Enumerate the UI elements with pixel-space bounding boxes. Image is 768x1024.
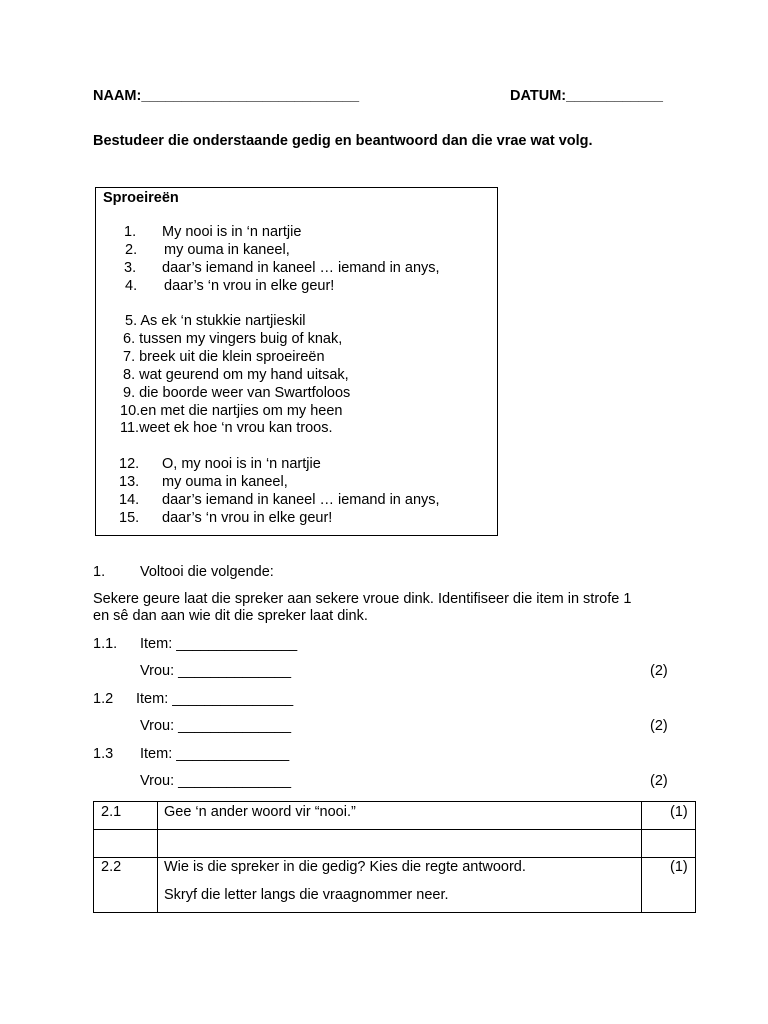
poem-box: Sproeireën 1. My nooi is in ‘n nartjie 2. my ouma in kaneel, 3. daar’s iemand in kaneel … iemand in anys, 4. daar’s ‘n vrou in elke geur! 5. As ek ‘n stukkie nartjieskil 6. tussen my vingers buig of knak, 7. breek uit die klein sproeireën 8. wat geurend om my hand uitsak, 9. die boorde weer van Swartfoloos 10.en met die nartjies om my heen 11.weet ek hoe ‘n vrou kan troos. 12. O, my nooi is in ‘n nartjie 13. my ouma in kaneel, 14. daar’s iemand in kaneel … iemand in anys, 15. daar’s ‘n vrou in elke geur! — [95, 187, 498, 536]
date-blank[interactable]: ____________ — [566, 88, 663, 104]
question-table — [93, 801, 696, 913]
subquestion-number: 1.3 — [93, 746, 114, 762]
poem-line: 9. die boorde weer van Swartfoloos — [123, 385, 351, 401]
name-blank[interactable]: ___________________________ — [141, 88, 360, 104]
name-label: NAAM:___________________________ — [93, 88, 360, 104]
table-row-number: 2.2 — [101, 859, 122, 875]
poem-line: 7. breek uit die klein sproeireën — [123, 349, 325, 365]
vrou-answer-line[interactable]: Vrou: ______________ — [140, 718, 292, 734]
table-row-marks: (1) — [670, 859, 688, 875]
poem-line: 10.en met die nartjies om my heen — [120, 403, 343, 419]
poem-line: 6. tussen my vingers buig of knak, — [123, 331, 343, 347]
question-1-number: 1. — [93, 564, 106, 580]
poem-line: 8. wat geurend om my hand uitsak, — [123, 367, 349, 383]
marks: (2) — [650, 663, 668, 679]
subquestion-number: 1.1. — [93, 636, 118, 652]
marks: (2) — [650, 718, 668, 734]
vrou-answer-line[interactable]: Vrou: ______________ — [140, 773, 292, 789]
subquestion-number: 1.2 — [93, 691, 114, 707]
answer-cell[interactable] — [164, 831, 634, 855]
question-1-description: en sê dan aan wie dit die spreker laat dink. — [93, 608, 368, 624]
instruction: Bestudeer die onderstaande gedig en beantwoord dan die vrae wat volg. — [93, 133, 593, 149]
table-row-marks: (1) — [670, 804, 688, 820]
poem-line: 5. As ek ‘n stukkie nartjieskil — [125, 313, 306, 329]
question-1-description: Sekere geure laat die spreker aan sekere vroue dink. Identifiseer die item in strofe 1 — [93, 591, 632, 607]
marks: (2) — [650, 773, 668, 789]
table-row-question: Gee ‘n ander woord vir “nooi.” — [164, 804, 356, 820]
vrou-answer-line[interactable]: Vrou: ______________ — [140, 663, 292, 679]
poem-title: Sproeireën — [103, 190, 179, 206]
date-label: DATUM:____________ — [510, 88, 663, 104]
item-answer-line[interactable]: Item: _______________ — [140, 636, 298, 652]
table-row-question: Wie is die spreker in die gedig? Kies die regte antwoord. — [164, 859, 526, 875]
question-1-title: Voltooi die volgende: — [140, 564, 274, 580]
table-row-question: Skryf die letter langs die vraagnommer neer. — [164, 887, 449, 903]
item-answer-line[interactable]: Item: ______________ — [140, 746, 290, 762]
poem-line: 11.weet ek hoe ‘n vrou kan troos. — [120, 420, 333, 436]
item-answer-line[interactable]: Item: _______________ — [136, 691, 294, 707]
table-row-number: 2.1 — [101, 804, 122, 820]
